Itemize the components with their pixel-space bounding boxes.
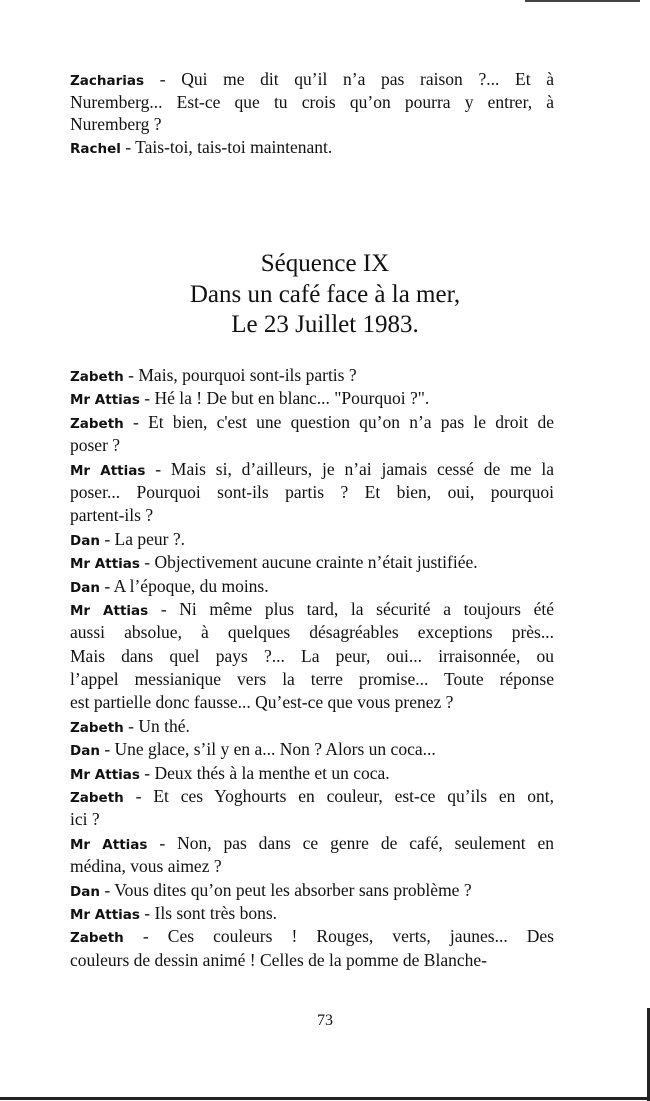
speech-line xyxy=(70,91,554,114)
speech-line-first xyxy=(70,551,554,574)
speech-line-first xyxy=(70,458,554,481)
speaker-name: Mr Attias xyxy=(70,602,149,619)
speaker-separator: - xyxy=(148,598,180,619)
speech-text: Qui me dit qu’il n’a pas raison ?... Et à xyxy=(181,69,554,89)
speech-line xyxy=(70,949,554,972)
speech-text: Mais, pourquoi sont-ils partis ? xyxy=(138,365,357,385)
speech-text: Nuremberg ? xyxy=(70,114,162,134)
speech-text: est partielle donc fausse... Qu’est-ce que vous prenez ? xyxy=(70,692,454,713)
speech-line-first xyxy=(70,598,554,621)
page-number: 73 xyxy=(317,1012,333,1029)
speech-text: l’appel messianique vers la terre promise... Toute réponse xyxy=(70,669,554,690)
speech-text: La peur ?. xyxy=(114,528,185,549)
speaker-name: Zabeth xyxy=(70,930,124,947)
speech-line-first xyxy=(70,715,554,738)
speaker-name: Rachel xyxy=(70,140,121,157)
speech-text: couleurs de dessin animé ! Celles de la pomme de Blanche- xyxy=(70,949,487,970)
speech-line-first xyxy=(70,136,554,159)
speech-line-first xyxy=(70,528,554,551)
speech-text: Et ces Yoghourts en couleur, est-ce qu’ils en ont, xyxy=(153,786,554,807)
speech-text: Et bien, c'est une question qu’on n’a pas le droit de xyxy=(148,411,554,432)
speaker-name: Zacharias xyxy=(70,73,145,89)
speech-line-first xyxy=(70,879,554,902)
speaker-name: Mr Attias xyxy=(70,462,146,479)
speaker-separator: - xyxy=(123,786,154,807)
speech-text: Vous dites qu’on peut les absorber sans problème ? xyxy=(114,879,472,900)
sequence-title: Séquence IX xyxy=(260,250,390,277)
speech-text: Mais dans quel pays ?... La peur, oui... irraisonnée, ou xyxy=(70,645,554,666)
speech-text: Tais-toi, tais-toi maintenant. xyxy=(135,136,333,157)
speech-text: Deux thés à la menthe et un coca. xyxy=(154,762,390,783)
speech-text: aussi absolue, à quelques désagréables exceptions près... xyxy=(70,622,554,643)
speech-line xyxy=(70,668,554,691)
speech-text: Objectivement aucune crainte n’était justifiée. xyxy=(154,552,478,573)
speaker-name: Zabeth xyxy=(70,719,124,736)
speech-line xyxy=(70,621,554,644)
speaker-separator: - xyxy=(145,458,171,479)
speech-text: Nuremberg... Est-ce que tu crois qu’on pourra y entrer, à xyxy=(70,91,554,112)
speaker-name: Dan xyxy=(70,743,100,760)
speech-line xyxy=(70,855,554,878)
speech-text: Un thé. xyxy=(138,715,190,736)
speech-line-first xyxy=(70,387,554,410)
speech-text: médina, vous aimez ? xyxy=(70,856,222,877)
speech-line xyxy=(70,113,554,136)
speaker-name: Mr Attias xyxy=(70,556,140,573)
speech-text: Non, pas dans ce genre de café, seulement en xyxy=(177,832,554,853)
scene-dialogue xyxy=(70,364,554,972)
speaker-separator: - xyxy=(144,69,182,89)
speech-line-first xyxy=(70,902,554,925)
previous-scene-dialogue xyxy=(70,68,554,158)
speech-line-first xyxy=(70,68,554,91)
speaker-name: Dan xyxy=(70,579,100,596)
speech-text: Mais si, d’ailleurs, je n’ai jamais cessé de me la xyxy=(170,458,554,479)
speaker-separator: - xyxy=(123,411,149,432)
speaker-name: Zabeth xyxy=(70,415,124,432)
speaker-separator: - xyxy=(99,528,115,549)
scan-edge-bottom xyxy=(0,1097,650,1100)
speech-text: A l’époque, du moins. xyxy=(113,575,269,596)
speaker-separator: - xyxy=(139,762,155,783)
speaker-separator: - xyxy=(139,388,155,409)
speaker-name: Mr Attias xyxy=(70,906,140,923)
sequence-date: Le 23 Juillet 1983. xyxy=(231,311,419,338)
speaker-separator: - xyxy=(139,902,155,923)
speaker-name: Zabeth xyxy=(70,790,124,807)
speech-text: ici ? xyxy=(70,809,100,830)
speaker-separator: - xyxy=(99,739,115,760)
speech-line-first xyxy=(70,364,554,387)
speech-text: Une glace, s’il y en a... Non ? Alors un coca... xyxy=(114,739,436,760)
speech-line-first xyxy=(70,575,554,598)
speaker-name: Dan xyxy=(70,532,100,549)
speech-line xyxy=(70,504,554,527)
scan-edge-top xyxy=(525,0,640,2)
speaker-separator: - xyxy=(99,879,115,900)
speech-text: Ni même plus tard, la sécurité a toujours été xyxy=(179,598,554,619)
speech-text: poser... Pourquoi sont-ils partis ? Et bien, oui, pourquoi xyxy=(70,481,554,502)
speech-text: Ils sont très bons. xyxy=(154,902,277,923)
speech-line xyxy=(70,434,554,457)
speech-line-first xyxy=(70,738,554,761)
speech-text: poser ? xyxy=(70,435,121,456)
speaker-name: Dan xyxy=(70,883,100,900)
speaker-separator: - xyxy=(99,575,114,596)
speech-text: partent-ils ? xyxy=(70,505,154,526)
speaker-separator: - xyxy=(123,926,168,947)
speaker-separator: - xyxy=(147,832,178,853)
speaker-separator: - xyxy=(123,715,139,736)
speech-line-first xyxy=(70,762,554,785)
speech-text: Hé la ! De but en blanc... "Pourquoi ?". xyxy=(154,388,430,409)
speech-line xyxy=(70,808,554,831)
speaker-separator: - xyxy=(123,365,139,385)
speaker-name: Mr Attias xyxy=(70,836,148,853)
speaker-name: Mr Attias xyxy=(70,392,140,409)
speaker-name: Zabeth xyxy=(70,369,124,385)
speech-line-first xyxy=(70,411,554,434)
speech-line-first xyxy=(70,785,554,808)
speech-line-first xyxy=(70,832,554,855)
speech-line xyxy=(70,691,554,714)
speech-line xyxy=(70,645,554,668)
speaker-separator: - xyxy=(120,136,136,157)
speech-text: Ces couleurs ! Rouges, verts, jaunes... Des xyxy=(167,926,554,947)
sequence-place: Dans un café face à la mer, xyxy=(189,281,461,308)
speech-line-first xyxy=(70,925,554,948)
speaker-name: Mr Attias xyxy=(70,766,140,783)
speech-line xyxy=(70,481,554,504)
speaker-separator: - xyxy=(139,552,155,573)
